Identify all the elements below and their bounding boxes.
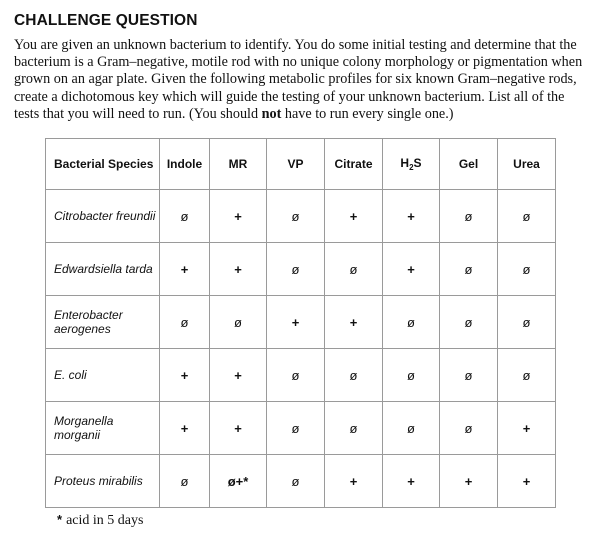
intro-emphasis-not: not xyxy=(261,105,282,122)
footnote-asterisk: * xyxy=(57,512,63,527)
table-row xyxy=(46,190,556,243)
species-cell xyxy=(46,190,160,243)
header-species: Bacterial Species xyxy=(46,139,160,190)
mr-result: ø+* xyxy=(210,455,267,508)
h2s-result: + xyxy=(383,190,440,243)
gel-result: ø xyxy=(440,402,498,455)
intro-last-line xyxy=(14,106,604,123)
citrate-result: ø xyxy=(325,243,383,296)
gel-result: + xyxy=(440,455,498,508)
citrate-result: + xyxy=(325,455,383,508)
citrate-result: + xyxy=(325,296,383,349)
h2s-result: ø xyxy=(383,349,440,402)
species-name: E. coli xyxy=(54,368,87,382)
urea-result: + xyxy=(498,455,556,508)
indole-result: ø xyxy=(160,190,210,243)
vp-result: ø xyxy=(267,243,325,296)
vp-result: ø xyxy=(267,190,325,243)
vp-result: + xyxy=(267,296,325,349)
urea-result: ø xyxy=(498,190,556,243)
header-gel: Gel xyxy=(440,139,498,190)
species-cell xyxy=(46,243,160,296)
mr-result: + xyxy=(210,190,267,243)
indole-result: ø xyxy=(160,296,210,349)
vp-result: ø xyxy=(267,349,325,402)
vp-result: ø xyxy=(267,402,325,455)
header-h2s-subscript: 2 xyxy=(409,163,414,172)
intro-last-after: have to run every single one.) xyxy=(281,105,454,122)
header-urea: Urea xyxy=(498,139,556,190)
mr-result: ø xyxy=(210,296,267,349)
mr-result: + xyxy=(210,349,267,402)
intro-line: create a dichotomous key which will guide the testing of your unknown bacterium. List all of the xyxy=(14,88,565,105)
urea-result: + xyxy=(498,402,556,455)
species-name: Morganella xyxy=(54,414,114,428)
intro-line: You are given an unknown bacterium to identify. You do some initial testing and determine that the xyxy=(14,37,577,53)
intro-paragraph xyxy=(14,37,604,123)
species-name: Citrobacter freundii xyxy=(54,209,156,223)
species-cell xyxy=(46,455,160,508)
mr-result: + xyxy=(210,243,267,296)
metabolic-profile-table xyxy=(45,138,556,508)
header-h2s xyxy=(383,139,440,190)
species-cell xyxy=(46,402,160,455)
urea-result: ø xyxy=(498,243,556,296)
header-h2s-s: S xyxy=(413,156,422,170)
footnote-text: acid in 5 days xyxy=(66,513,144,528)
header-citrate: Citrate xyxy=(325,139,383,190)
table-row xyxy=(46,402,556,455)
citrate-result: ø xyxy=(325,349,383,402)
table-row xyxy=(46,349,556,402)
table-row xyxy=(46,243,556,296)
header-mr: MR xyxy=(210,139,267,190)
indole-result: ø xyxy=(160,455,210,508)
mr-result: + xyxy=(210,402,267,455)
gel-result: ø xyxy=(440,243,498,296)
indole-result: + xyxy=(160,243,210,296)
header-indole: Indole xyxy=(160,139,210,190)
citrate-result: + xyxy=(325,190,383,243)
species-name-line2: morganii xyxy=(54,428,101,442)
vp-result: ø xyxy=(267,455,325,508)
header-vp: VP xyxy=(267,139,325,190)
citrate-result: ø xyxy=(325,402,383,455)
gel-result: ø xyxy=(440,349,498,402)
h2s-result: ø xyxy=(383,402,440,455)
table-body xyxy=(46,190,556,508)
challenge-heading: CHALLENGE QUESTION xyxy=(14,12,198,29)
footnote xyxy=(57,512,143,529)
species-name: Proteus mirabilis xyxy=(54,474,143,488)
intro-last-before: tests that you will need to run. (You should xyxy=(14,105,262,122)
indole-result: + xyxy=(160,349,210,402)
species-cell xyxy=(46,349,160,402)
species-name-line2: aerogenes xyxy=(54,322,111,336)
indole-result: + xyxy=(160,402,210,455)
urea-result: ø xyxy=(498,296,556,349)
urea-result: ø xyxy=(498,349,556,402)
intro-line: grown on an agar plate. Given the following metabolic profiles for six known Gram–negative rods, xyxy=(14,71,577,88)
header-h2s-h: H xyxy=(400,156,410,170)
intro-line: bacterium is a Gram–negative, motile rod with no unique colony morphology or pigmentation when xyxy=(14,54,583,71)
table-header-row xyxy=(46,139,556,190)
species-cell xyxy=(46,296,160,349)
species-name: Edwardsiella tarda xyxy=(54,262,153,276)
h2s-result: + xyxy=(383,243,440,296)
gel-result: ø xyxy=(440,296,498,349)
h2s-result: + xyxy=(383,455,440,508)
table-row xyxy=(46,296,556,349)
table-row xyxy=(46,455,556,508)
gel-result: ø xyxy=(440,190,498,243)
h2s-result: ø xyxy=(383,296,440,349)
species-name: Enterobacter xyxy=(54,308,123,322)
